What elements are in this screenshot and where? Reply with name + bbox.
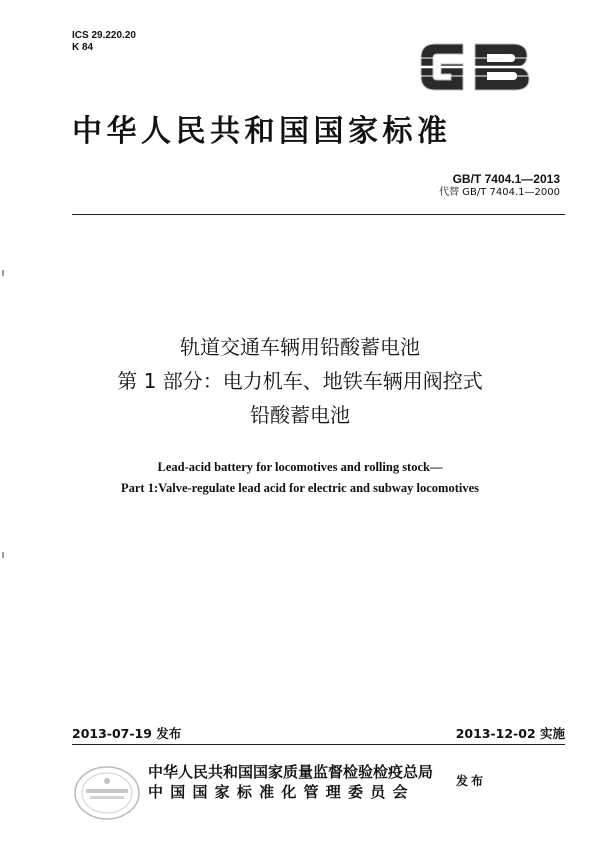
chinese-title-line-3: 铅酸蓄电池 (250, 403, 350, 427)
publish-date: 2013-07-19 发布 (72, 726, 182, 741)
ccs-code: K 84 (72, 42, 94, 53)
issuer-line-2: 中 国 国 家 标 准 化 管 理 委 员 会 (148, 783, 409, 801)
scan-edge-mark (2, 552, 4, 558)
replaces-standard: 代替 GB/T 7404.1—2000 (439, 187, 560, 198)
issuer-line-1: 中华人民共和国国家质量监督检验检疫总局 (148, 763, 434, 781)
chinese-title-line-1: 轨道交通车辆用铅酸蓄电池 (180, 335, 420, 359)
implementation-date: 2013-12-02 实施 (455, 726, 565, 741)
chinese-title-line-2: 第 1 部分：电力机车、地铁车辆用阀控式 (117, 369, 483, 393)
seal-stamp-graphic (72, 763, 142, 823)
gb-logo-graphic (415, 36, 535, 98)
english-title-line-1: Lead-acid battery for locomotives and rolling stock— (157, 460, 443, 474)
gb-logo (415, 36, 535, 98)
seal-stamp (72, 763, 142, 823)
standard-body-title: 中华人民共和国国家标准 (72, 114, 452, 149)
ics-code: ICS 29.220.20 (72, 30, 136, 41)
standard-number: GB/T 7404.1—2013 (452, 172, 560, 186)
scan-edge-mark (2, 270, 4, 276)
english-title-line-2: Part 1:Valve-regulate lead acid for electric and subway locomotives (120, 481, 480, 495)
footer-rule (72, 744, 565, 745)
header-rule (72, 214, 565, 215)
issue-word: 发布 (456, 774, 487, 788)
